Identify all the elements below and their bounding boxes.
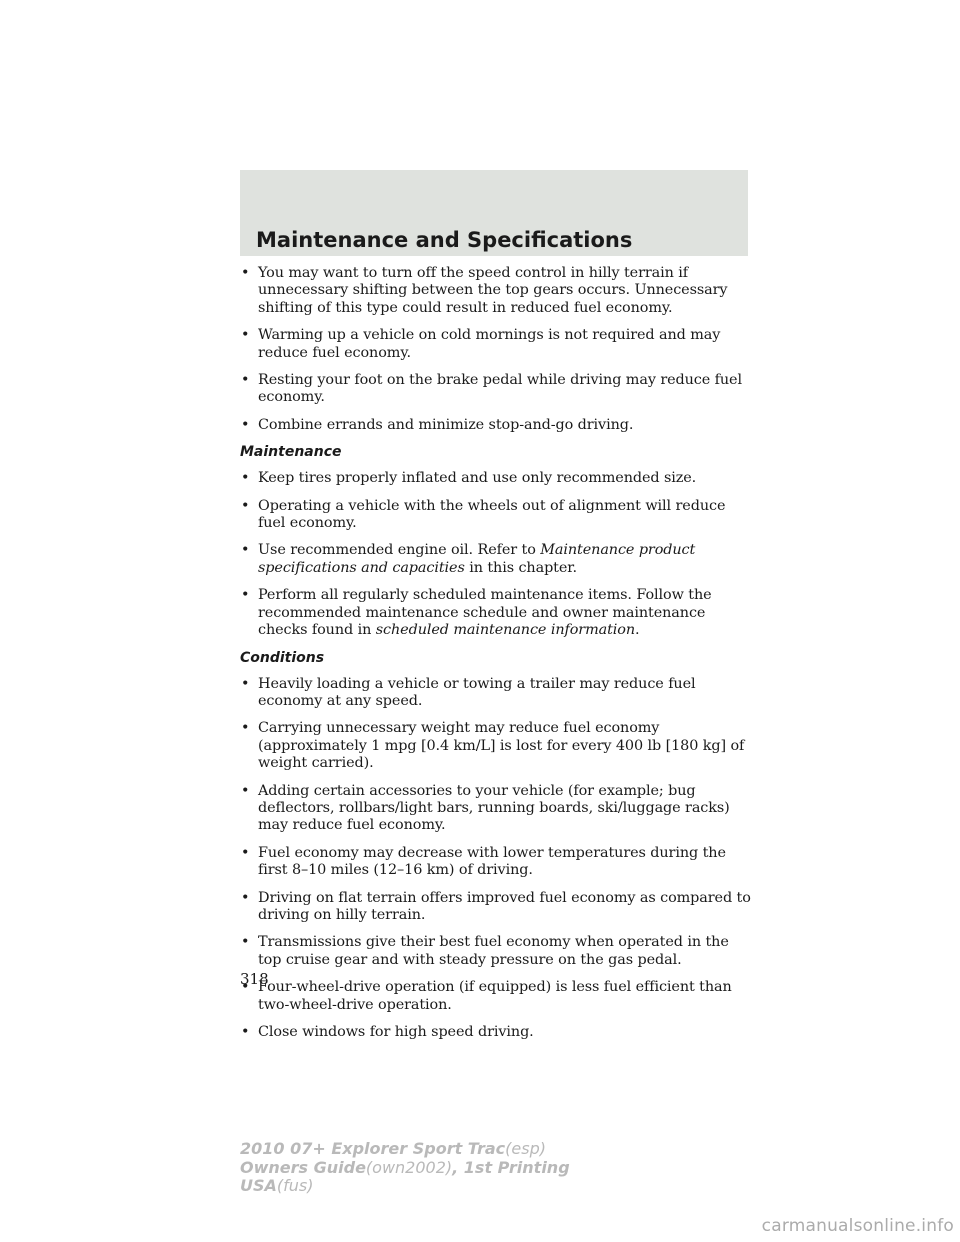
footer-model: 2010 07+ Explorer Sport Trac xyxy=(240,1139,506,1158)
list-item: • Fuel economy may decrease with lower temperatures during the first 8–10 miles (12–16 km) of driving. xyxy=(240,845,755,880)
list-item: • Transmissions give their best fuel economy when operated in the top cruise gear and with steady pressure on the gas pedal. xyxy=(240,934,755,969)
footer-market-code: (fus) xyxy=(276,1176,314,1195)
list-item: • Four-wheel-drive operation (if equipped) is less fuel efficient than two-wheel-drive operation. xyxy=(240,979,755,1014)
footer-printing: , 1st Printing xyxy=(452,1157,570,1177)
list-item: • You may want to turn off the speed control in hilly terrain if unnecessary shifting between the top gears occurs. Unnecessary shifting of this type could result in reduced fuel economy. xyxy=(240,265,755,317)
list-item: • Carrying unnecessary weight may reduce fuel economy (approximately 1 mpg [0.4 km/L] is lost for every 400 lb [180 kg] of weight carried). xyxy=(240,720,755,772)
list-item: • Warming up a vehicle on cold mornings is not required and may reduce fuel economy. xyxy=(240,327,755,362)
cross-reference: Maintenance product specifications and capacities xyxy=(258,542,696,576)
section-header-bar xyxy=(240,170,748,256)
list-item-text: in this chapter. xyxy=(464,559,577,576)
footer-market: USA xyxy=(240,1176,277,1195)
document-footer xyxy=(240,1140,570,1196)
footer-line-model xyxy=(240,1140,570,1159)
footer-line-market xyxy=(240,1177,570,1196)
conditions-heading: Conditions xyxy=(240,649,325,666)
list-item: • Combine errands and minimize stop-and-go driving. xyxy=(240,417,755,434)
conditions-list xyxy=(240,676,755,1042)
list-item: • Operating a vehicle with the wheels out of alignment will reduce fuel economy. xyxy=(240,498,755,533)
list-item: • Driving on flat terrain offers improved fuel economy as compared to driving on hilly terrain. xyxy=(240,890,755,925)
footer-guide: Owners Guide xyxy=(240,1157,366,1177)
list-item xyxy=(240,587,755,639)
footer-model-code: (esp) xyxy=(505,1139,546,1158)
list-item: • Adding certain accessories to your vehicle (for example; bug deflectors, rollbars/light bars, running boards, ski/luggage racks) may reduce fuel economy. xyxy=(240,783,755,835)
list-item: • Heavily loading a vehicle or towing a trailer may reduce fuel economy at any speed. xyxy=(240,676,755,711)
list-item: • Resting your foot on the brake pedal while driving may reduce fuel economy. xyxy=(240,372,755,407)
maintenance-list xyxy=(240,470,755,639)
driving-tips-list xyxy=(240,265,755,434)
list-item-text: Use recommended engine oil. Refer to xyxy=(258,542,541,559)
footer-guide-code: (own2002) xyxy=(365,1157,453,1177)
list-item xyxy=(240,542,755,577)
page-number: 318 xyxy=(240,970,269,988)
footer-line-guide xyxy=(240,1159,570,1178)
section-title: Maintenance and Specifications xyxy=(256,228,633,252)
watermark: carmanualsonline.info xyxy=(761,1216,954,1236)
list-item-text: Perform all regularly scheduled maintenance items. Follow the recommended maintenance schedule and owner maintenance checks found in xyxy=(258,587,712,639)
cross-reference: scheduled maintenance information xyxy=(375,622,636,639)
list-item-text: . xyxy=(635,622,640,639)
list-item: • Close windows for high speed driving. xyxy=(240,1024,755,1041)
list-item: • Keep tires properly inflated and use only recommended size. xyxy=(240,470,755,487)
maintenance-heading: Maintenance xyxy=(240,444,342,461)
page-content xyxy=(240,265,755,1051)
